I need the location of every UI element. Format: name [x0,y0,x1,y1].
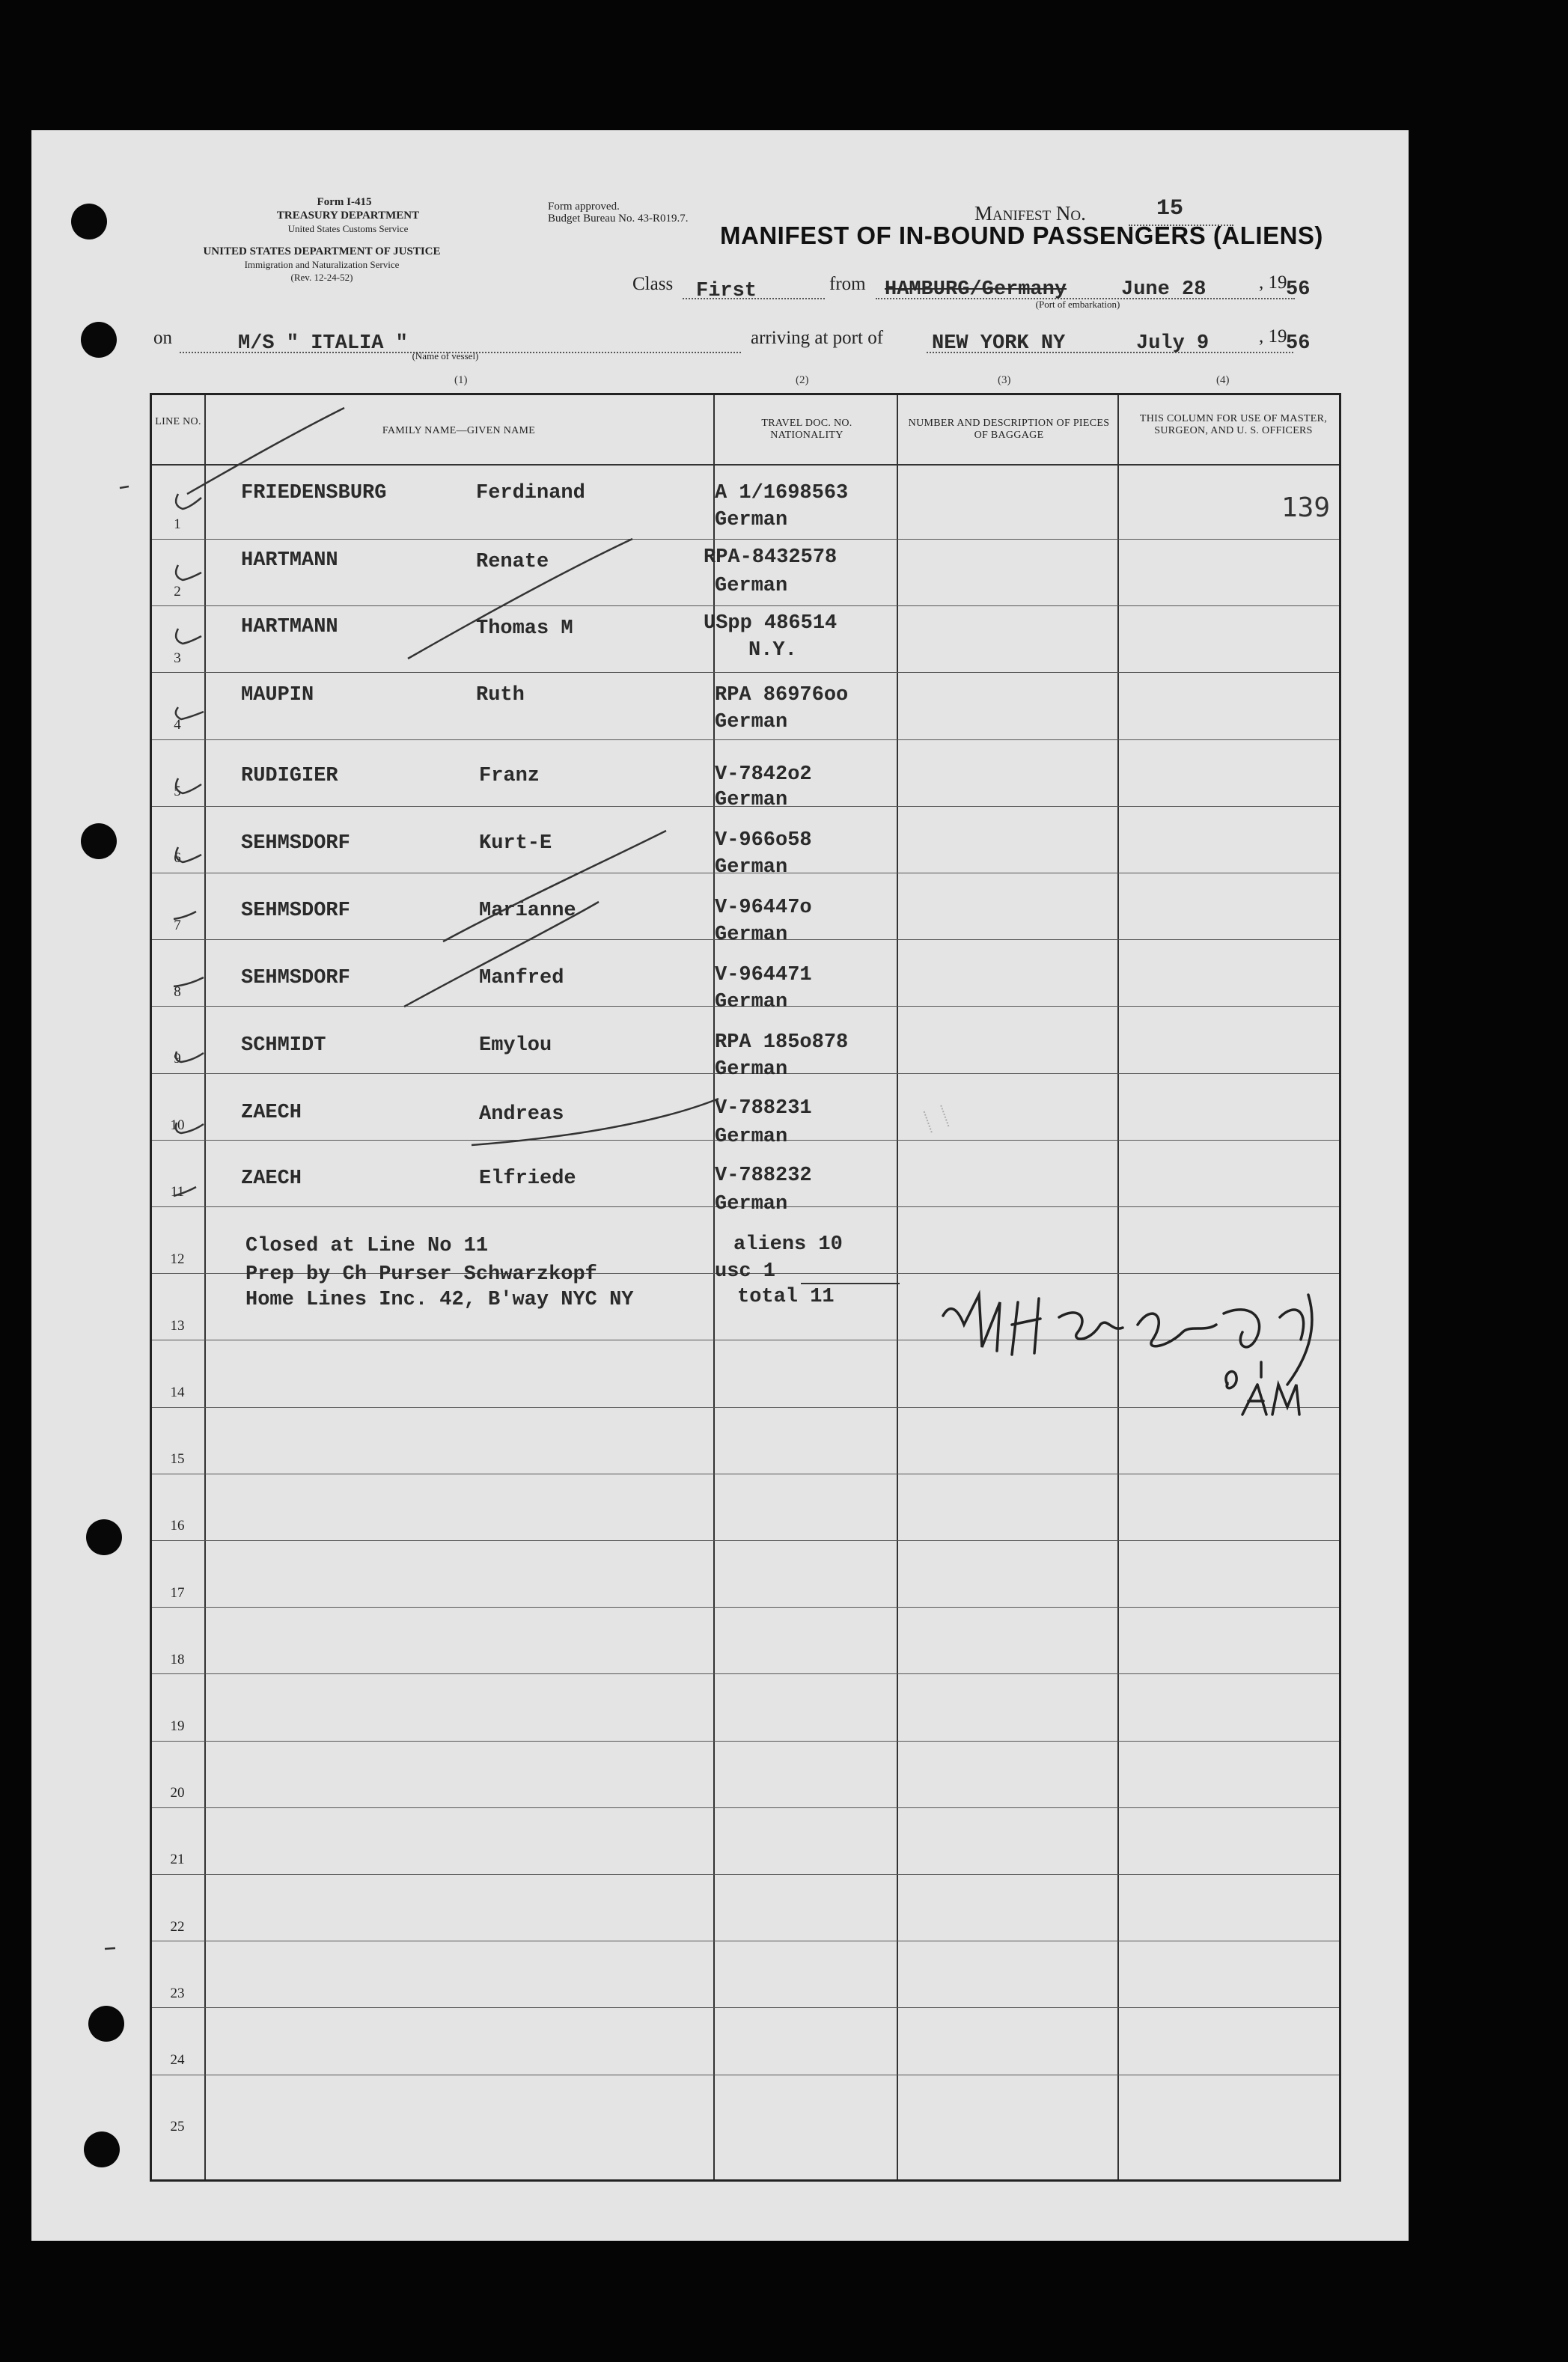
nationality: German [715,711,788,733]
given-name: Ruth [476,684,525,707]
line-number: 11 [170,1184,185,1200]
family-name: SEHMSDORF [241,967,350,989]
header-line-no: LINE NO. [155,416,201,427]
column-number-2: (2) [796,374,809,386]
header-baggage: NUMBER AND DESCRIPTION OF PIECES OF BAGGAGE [908,418,1110,441]
given-name: Franz [479,765,540,787]
arrival-year-prefix: , 19 [1259,326,1287,347]
embarkation-date: June 28 [1121,278,1206,301]
line-number: 4 [174,717,181,733]
travel-doc: RPA 185o878 [715,1031,849,1054]
vessel-caption: (Name of vessel) [412,350,479,361]
given-name: Thomas M [476,617,573,640]
line-number: 17 [170,1585,185,1601]
family-name: SEHMSDORF [241,832,350,855]
total-count: total 11 [737,1286,835,1308]
header-family-name: FAMILY NAME—GIVEN NAME [382,425,536,436]
arrival-year: 56 [1286,332,1311,355]
given-name: Kurt-E [479,832,552,855]
nationality: N.Y. [748,639,797,662]
line-number: 9 [174,1051,181,1066]
line-number: 2 [174,584,181,599]
given-name: Manfred [479,967,564,989]
travel-doc: A 1/1698563 [715,482,849,504]
embark-year-prefix: , 19 [1259,272,1287,293]
line-number: 5 [174,784,181,799]
embarkation-caption: (Port of embarkation) [1035,299,1120,310]
column-number-3: (3) [998,374,1011,386]
nationality: German [715,1058,788,1081]
customs-service: United States Customs Service [287,223,409,234]
given-name: Renate [476,551,549,573]
arrival-port: NEW YORK NY [932,332,1066,355]
line-number: 22 [170,1919,185,1935]
ins-service: Immigration and Naturalization Service [244,259,400,270]
family-name: HARTMANN [241,616,338,638]
line-number: 13 [170,1318,185,1334]
line-number: 16 [170,1518,185,1534]
form-number: Form I-415 [317,196,372,208]
class-value: First [696,280,757,302]
form-approved: Form approved. [548,201,620,213]
line-number: 25 [170,2119,185,2134]
family-name: SEHMSDORF [241,900,350,922]
prepared-by: Prep by Ch Purser Schwarzkopf [245,1263,597,1286]
family-name: ZAECH [241,1102,302,1124]
travel-doc: V-788231 [715,1097,812,1120]
nationality: German [715,1126,788,1148]
family-name: SCHMIDT [241,1034,326,1057]
travel-doc: V-964471 [715,964,812,986]
port-of-embarkation: HAMBURG/Germany [885,278,1067,301]
line-number: 6 [174,850,181,866]
column-number-1: (1) [454,374,468,386]
nationality: German [715,991,788,1013]
line-number: 23 [170,1986,185,2001]
aliens-count: aliens 10 [733,1233,843,1256]
signature-name [939,1278,1328,1296]
form-revision: (Rev. 12-24-52) [290,272,353,283]
arriving-label: arriving at port of [751,328,884,348]
arrival-date: July 9 [1136,332,1209,355]
officer-note: 139 [1281,492,1331,523]
travel-doc: V-788232 [715,1165,812,1187]
line-number: 8 [174,984,181,1000]
travel-doc: RPA-8432578 [704,546,838,569]
treasury-dept: TREASURY DEPARTMENT [276,210,420,222]
embarkation-year: 56 [1286,278,1311,301]
line-number: 18 [170,1652,185,1667]
manifest-label: Manifest No. [974,202,1086,225]
vessel-name: M/S " ITALIA " [238,332,408,355]
header-officer-use: THIS COLUMN FOR USE OF MASTER, SURGEON, AND U. S. OFFICERS [1139,413,1328,436]
line-number: 7 [174,918,181,933]
manifest-title: MANIFEST OF IN-BOUND PASSENGERS (ALIENS) [720,222,1323,249]
usc-count: usc 1 [715,1260,776,1283]
line-number: 10 [170,1117,185,1133]
travel-doc: USpp 486514 [704,612,838,635]
from-label: from [829,274,866,294]
line-number: 1 [174,516,181,532]
justice-dept: UNITED STATES DEPARTMENT OF JUSTICE [203,245,441,257]
line-number: 14 [170,1385,185,1400]
travel-doc: V-96447o [715,897,812,919]
nationality: German [715,924,788,946]
family-name: MAUPIN [241,684,314,707]
family-name: HARTMANN [241,549,338,572]
given-name: Marianne [479,900,576,922]
given-name: Andreas [479,1103,564,1126]
closing-line: Closed at Line No 11 [245,1235,489,1257]
line-number: 15 [170,1451,185,1467]
given-name: Ferdinand [476,482,585,504]
family-name: ZAECH [241,1168,302,1190]
inspector-signature [928,1272,1362,1437]
header-travel-doc: TRAVEL DOC. NO. NATIONALITY [761,418,852,441]
nationality: German [715,1193,788,1215]
column-number-4: (4) [1216,374,1230,386]
signature-ampm [1257,1392,1286,1411]
line-number: 3 [174,650,181,666]
nationality: German [715,789,788,811]
class-label: Class [632,274,674,294]
family-name: RUDIGIER [241,765,338,787]
nationality: German [715,575,788,597]
manifest-number: 15 [1156,196,1184,222]
given-name: Emylou [479,1034,552,1057]
given-name: Elfriede [479,1168,576,1190]
budget-bureau: Budget Bureau No. 43-R019.7. [548,213,689,225]
line-number: 24 [170,2052,185,2068]
signature-time [1212,1362,1249,1381]
line-number: 20 [170,1785,185,1801]
nationality: German [715,856,788,879]
shipping-line: Home Lines Inc. 42, B'way NYC NY [245,1289,634,1311]
line-number: 19 [170,1718,185,1734]
family-name: FRIEDENSBURG [241,482,387,504]
travel-doc: V-966o58 [715,829,812,852]
line-number: 12 [170,1251,185,1267]
line-number: 21 [170,1852,185,1867]
travel-doc: RPA 86976oo [715,684,849,707]
travel-doc: V-7842o2 [715,763,812,786]
on-label: on [153,328,172,348]
nationality: German [715,509,788,531]
